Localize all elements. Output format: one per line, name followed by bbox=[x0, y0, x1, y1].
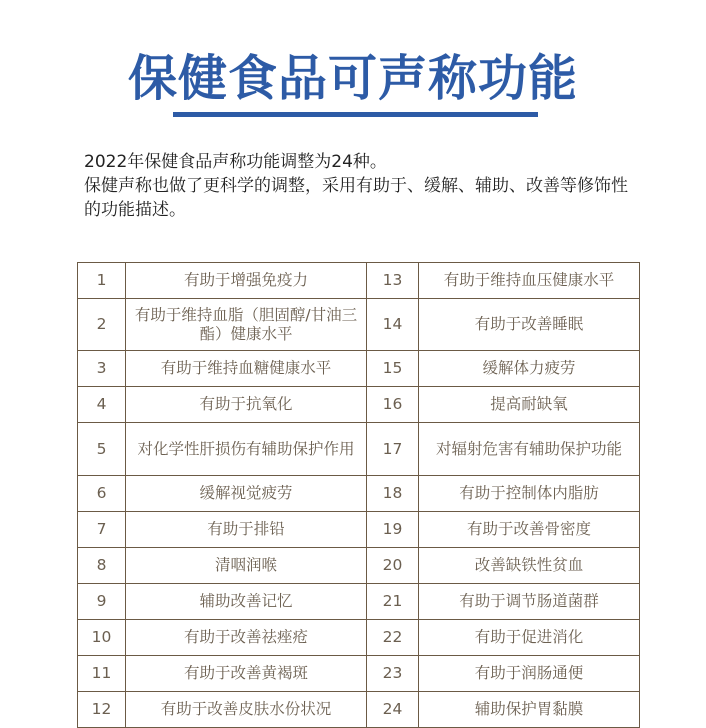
function-number: 13 bbox=[367, 263, 419, 299]
function-number: 23 bbox=[367, 656, 419, 692]
function-name: 对化学性肝损伤有辅助保护作用 bbox=[126, 423, 367, 476]
function-name: 改善缺铁性贫血 bbox=[419, 548, 640, 584]
function-number: 16 bbox=[367, 387, 419, 423]
function-name: 缓解体力疲劳 bbox=[419, 351, 640, 387]
function-name: 有助于调节肠道菌群 bbox=[419, 584, 640, 620]
function-name: 有助于维持血糖健康水平 bbox=[126, 351, 367, 387]
function-name: 有助于改善黄褐斑 bbox=[126, 656, 367, 692]
function-number: 1 bbox=[78, 263, 126, 299]
function-name: 有助于维持血压健康水平 bbox=[419, 263, 640, 299]
table-row bbox=[78, 512, 640, 548]
function-name: 清咽润喉 bbox=[126, 548, 367, 584]
function-name: 有助于抗氧化 bbox=[126, 387, 367, 423]
function-number: 17 bbox=[367, 423, 419, 476]
function-number: 15 bbox=[367, 351, 419, 387]
function-number: 5 bbox=[78, 423, 126, 476]
function-number: 8 bbox=[78, 548, 126, 584]
table-row bbox=[78, 263, 640, 299]
table-row bbox=[78, 299, 640, 351]
intro-line: 2022年保健食品声称功能调整为24种。 bbox=[84, 152, 387, 172]
title-underline bbox=[173, 112, 538, 117]
function-name: 有助于改善骨密度 bbox=[419, 512, 640, 548]
function-name: 有助于润肠通便 bbox=[419, 656, 640, 692]
table-row bbox=[78, 351, 640, 387]
function-number: 4 bbox=[78, 387, 126, 423]
table-row bbox=[78, 476, 640, 512]
function-number: 18 bbox=[367, 476, 419, 512]
table-row bbox=[78, 620, 640, 656]
function-number: 19 bbox=[367, 512, 419, 548]
function-number: 7 bbox=[78, 512, 126, 548]
function-name: 辅助改善记忆 bbox=[126, 584, 367, 620]
function-number: 22 bbox=[367, 620, 419, 656]
table-row bbox=[78, 692, 640, 728]
function-number: 20 bbox=[367, 548, 419, 584]
function-name: 有助于排铅 bbox=[126, 512, 367, 548]
function-name: 提高耐缺氧 bbox=[419, 387, 640, 423]
table-row bbox=[78, 656, 640, 692]
function-name: 有助于增强免疫力 bbox=[126, 263, 367, 299]
function-number: 12 bbox=[78, 692, 126, 728]
function-name: 有助于促进消化 bbox=[419, 620, 640, 656]
intro-line: 保健声称也做了更科学的调整，采用有助于、缓解、辅助、改善等修饰性的功能描述。 bbox=[84, 176, 628, 220]
function-number: 14 bbox=[367, 299, 419, 351]
function-number: 21 bbox=[367, 584, 419, 620]
function-number: 10 bbox=[78, 620, 126, 656]
table-row bbox=[78, 387, 640, 423]
function-number: 24 bbox=[367, 692, 419, 728]
function-number: 3 bbox=[78, 351, 126, 387]
table-row bbox=[78, 548, 640, 584]
intro-text bbox=[84, 150, 644, 222]
table-row bbox=[78, 423, 640, 476]
function-name: 有助于改善睡眠 bbox=[419, 299, 640, 351]
table-row bbox=[78, 584, 640, 620]
function-name: 有助于改善皮肤水份状况 bbox=[126, 692, 367, 728]
function-name: 有助于控制体内脂肪 bbox=[419, 476, 640, 512]
functions-table bbox=[77, 262, 640, 728]
function-name: 有助于维持血脂（胆固醇/甘油三酯）健康水平 bbox=[126, 299, 367, 351]
function-number: 6 bbox=[78, 476, 126, 512]
function-number: 11 bbox=[78, 656, 126, 692]
page-title: 保健食品可声称功能 bbox=[127, 50, 578, 107]
function-number: 9 bbox=[78, 584, 126, 620]
function-number: 2 bbox=[78, 299, 126, 351]
function-name: 对辐射危害有辅助保护功能 bbox=[419, 423, 640, 476]
function-name: 辅助保护胃黏膜 bbox=[419, 692, 640, 728]
function-name: 有助于改善祛痤疮 bbox=[126, 620, 367, 656]
function-name: 缓解视觉疲劳 bbox=[126, 476, 367, 512]
